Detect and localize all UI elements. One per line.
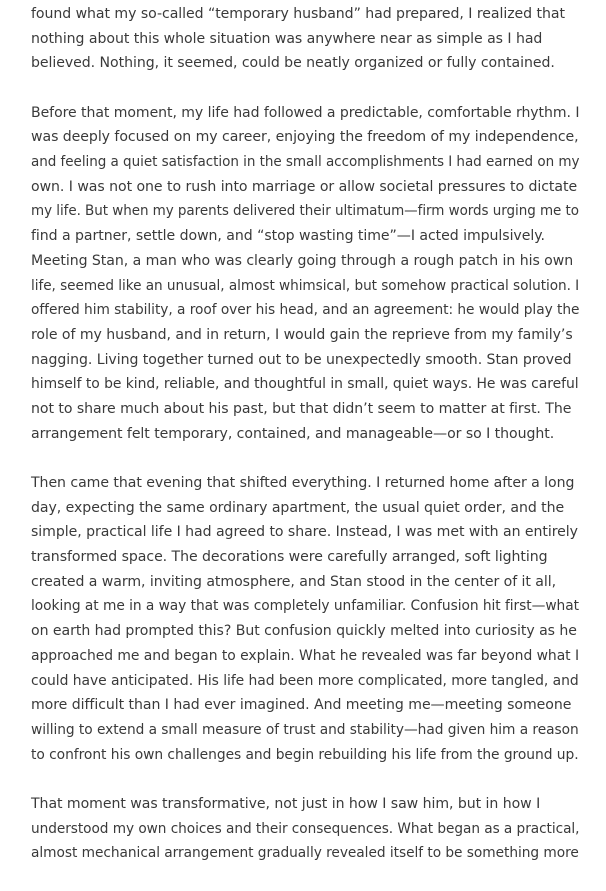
text-line: to confront his own challenges and begin rebuilding his life from the ground up.	[31, 746, 579, 763]
paragraph-3	[31, 471, 579, 767]
text-line: not to share much about his past, but that didn’t seem to matter at first. The	[31, 401, 572, 418]
text-line: nothing about this whole situation was anywhere near as simple as I had	[31, 30, 543, 47]
text-line: role of my husband, and in return, I would gain the reprieve from my family’s	[31, 326, 573, 343]
paragraph-2	[31, 101, 579, 447]
text-line: approached me and began to explain. What he revealed was far beyond what I	[31, 647, 580, 664]
text-line: find a partner, settle down, and “stop wasting time”—I acted impulsively.	[31, 228, 545, 245]
text-line: and feeling a quiet satisfaction in the small accomplishments I had earned on my	[31, 154, 580, 171]
text-line: understood my own choices and their consequences. What began as a practical,	[31, 820, 580, 837]
paragraph-4	[31, 792, 579, 866]
text-line: Meeting Stan, a man who was clearly going through a rough patch in his own	[31, 252, 574, 269]
paragraph-1	[31, 2, 579, 76]
text-line: was deeply focused on my career, enjoying the freedom of my independence,	[31, 129, 579, 146]
text-line: found what my so-called “temporary husband” had prepared, I realized that	[31, 6, 565, 22]
text-line: himself to be kind, reliable, and thoughtful in small, quiet ways. He was careful	[31, 376, 579, 393]
text-line: more difficult than I had ever imagined. And meeting me—meeting someone	[31, 697, 572, 714]
text-line: day, expecting the same ordinary apartment, the usual quiet order, and the	[31, 499, 565, 516]
text-line: life, seemed like an unusual, almost whimsical, but somehow practical solution. I	[31, 277, 580, 294]
text-line: believed. Nothing, it seemed, could be neatly organized or fully contained.	[31, 55, 555, 72]
text-line: simple, practical life I had agreed to share. Instead, I was met with an entirely	[31, 524, 578, 541]
text-line: That moment was transformative, not just in how I saw him, but in how I	[31, 795, 541, 812]
text-line: almost mechanical arrangement gradually revealed itself to be something more	[31, 845, 579, 862]
text-line: transformed space. The decorations were carefully arranged, soft lighting	[31, 549, 548, 566]
text-line: created a warm, inviting atmosphere, and Stan stood in the center of it all,	[31, 573, 557, 590]
text-line: Then came that evening that shifted everything. I returned home after a long	[31, 474, 575, 491]
text-line: nagging. Living together turned out to be unexpectedly smooth. Stan proved	[31, 351, 572, 368]
text-line: own. I was not one to rush into marriage or allow societal pressures to dictate	[31, 178, 578, 195]
text-line: arrangement felt temporary, contained, and manageable—or so I thought.	[31, 425, 555, 442]
article-body	[31, 2, 579, 891]
text-line: could have anticipated. His life had been more complicated, more tangled, and	[31, 672, 579, 689]
text-line: offered him stability, a roof over his head, and an agreement: he would play the	[31, 302, 580, 319]
text-line: Before that moment, my life had followed a predictable, comfortable rhythm. I	[31, 104, 580, 121]
text-line: looking at me in a way that was completely unfamiliar. Confusion hit first—what	[31, 598, 579, 615]
text-line: willing to extend a small measure of trust and stability—had given him a reason	[31, 721, 579, 738]
text-line: my life. But when my parents delivered their ultimatum—firm words urging me to	[31, 203, 579, 220]
text-line: on earth had prompted this? But confusion quickly melted into curiosity as he	[31, 623, 577, 640]
